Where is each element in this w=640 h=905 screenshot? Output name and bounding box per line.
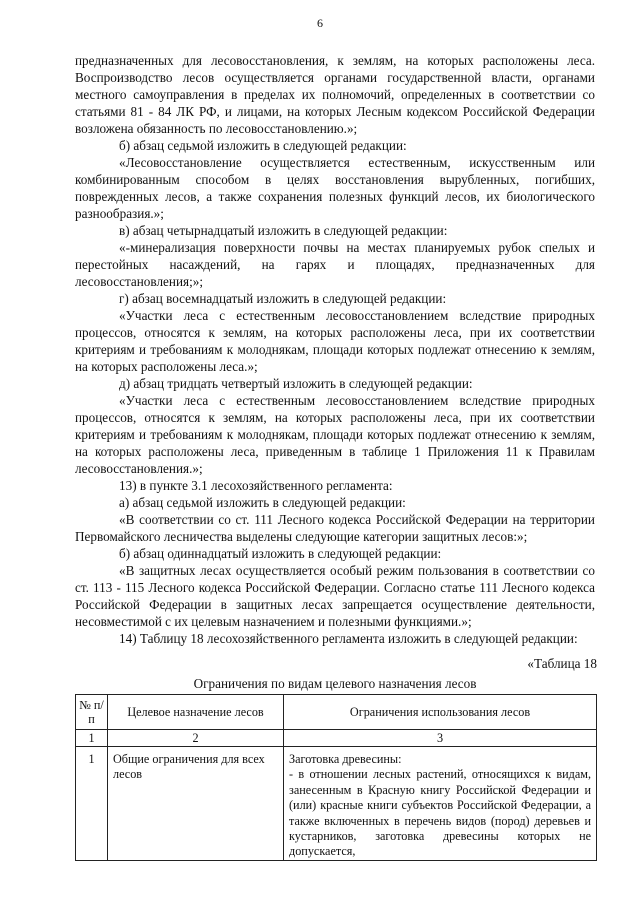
restriction-text: - в отношении лесных растений, относящихся к видам, занесенным в Красную книгу Российской Федерации и (или) красные книги субъектов Российской Федерации, а также включенных в перечень видов (пород) деревьев и кустарников, заготовка древесины которых не допускается, [289, 767, 591, 859]
column-number-row [76, 730, 597, 747]
page-number: 6 [317, 16, 323, 30]
restriction-title: Заготовка древесины: [289, 752, 402, 766]
column-number: 3 [284, 730, 597, 747]
document-body [75, 52, 595, 647]
column-number: 1 [76, 730, 108, 747]
paragraph: «Участки леса с естественным лесовосстановлением вследствие природных процессов, относятся к землям, на которых расположены леса, при их соответствии критериям и требованиям к молоднякам, площади которых подлежат отнесению к землям, на которых расположены леса, приведенным в таблице 1 Приложения 11 к Правилам лесовосстановления.»; [75, 393, 595, 476]
paragraph: в) абзац четырнадцатый изложить в следующей редакции: [119, 223, 448, 238]
table-row [76, 747, 597, 861]
header-restrictions: Ограничения использования лесов [284, 695, 597, 730]
table-title: Ограничения по видам целевого назначения лесов [193, 676, 477, 691]
column-number: 2 [108, 730, 284, 747]
paragraph: б) абзац седьмой изложить в следующей редакции: [119, 138, 407, 153]
paragraph: г) абзац восемнадцатый изложить в следующей редакции: [119, 291, 447, 306]
paragraph: «В соответствии со ст. 111 Лесного кодекса Российской Федерации на территории Первомайского лесничества выделены следующие категории защитных лесов:»; [75, 512, 595, 544]
paragraph: б) абзац одиннадцатый изложить в следующей редакции: [119, 546, 442, 561]
paragraph: «Участки леса с естественным лесовосстановлением вследствие природных процессов, относятся к землям, на которых расположены леса, при их соответствии критериям и требованиям к молоднякам, площади которых подлежат отнесению к землям, на которых расположены леса.»; [75, 308, 595, 374]
paragraph: предназначенных для лесовосстановления, к землям, на которых расположены леса. Воспроизводство лесов осуществляется органами государственной власти, органами местного самоуправления в пределах их полномочий, определенных в соответствии со статьями 81 - 84 ЛК РФ, и лицами, на которых Лесным кодексом Российской Федерации возложена обязанность по лесовосстановлению.»; [75, 53, 595, 136]
paragraph: «В защитных лесах осуществляется особый режим пользования в соответствии со ст. 113 - 115 Лесного кодекса Российской Федерации. Согласно статье 111 Лесного кодекса Российской Федерации в защитных лесах запрещается осуществление деятельности, несовместимой с их целевым назначением и полезными функциями.»; [75, 563, 595, 629]
header-purpose: Целевое назначение лесов [108, 695, 284, 730]
paragraph: 14) Таблицу 18 лесохозяйственного регламента изложить в следующей редакции: [119, 631, 578, 646]
row-purpose: Общие ограничения для всех лесов [108, 747, 284, 861]
row-number: 1 [76, 747, 108, 861]
paragraph: д) абзац тридцать четвертый изложить в следующей редакции: [119, 376, 473, 391]
paragraph: «Лесовосстановление осуществляется естественным, искусственным или комбинированным способом в целях восстановления вырубленных, погибших, поврежденных лесов, а также сохранения полезных функций лесов, их биологического разнообразия.»; [75, 155, 595, 221]
row-restrictions [284, 747, 597, 861]
restrictions-table [75, 694, 597, 861]
paragraph: 13) в пункте 3.1 лесохозяйственного регламента: [119, 478, 393, 493]
header-number: № п/п [76, 695, 108, 730]
table-header-row [76, 695, 597, 730]
paragraph: «-минерализация поверхности почвы на местах планируемых рубок спелых и перестойных насаждений, на гарях и площадях, предназначенных для лесовосстановления;»; [75, 240, 595, 289]
paragraph: а) абзац седьмой изложить в следующей редакции: [119, 495, 406, 510]
table-label: «Таблица 18 [527, 656, 597, 671]
